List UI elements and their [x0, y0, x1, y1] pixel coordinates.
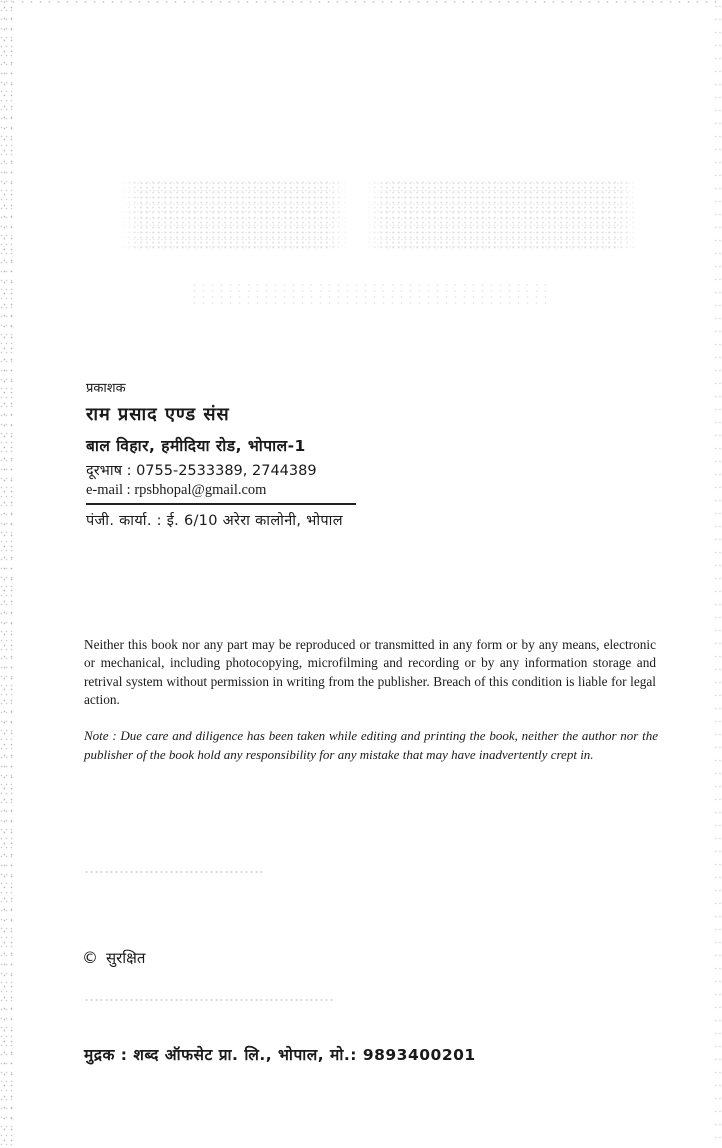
- email-line: e-mail : rpsbhopal@gmail.com: [86, 482, 267, 498]
- registered-office: पंजी. कार्या. : ई. 6/10 अरेरा कालोनी, भोपाल: [86, 513, 343, 529]
- publisher-name: राम प्रसाद एण्ड संस: [86, 404, 230, 425]
- scan-edge-top: [0, 0, 722, 5]
- bleed-through-title: [120, 180, 640, 250]
- phone-line: दूरभाष : 0755-2533389, 2744389: [86, 463, 317, 479]
- faint-scan-mark: [84, 870, 264, 874]
- copyright-text: सुरक्षित: [106, 949, 146, 967]
- publisher-address: बाल विहार, हमीदिया रोड, भोपाल-1: [86, 437, 306, 455]
- scan-edge-right: [714, 0, 722, 1148]
- copyright-line: [82, 948, 145, 968]
- disclaimer-note: Note : Due care and diligence has been taken while editing and printing the book, neither the author nor the publisher of the book hold any responsibility for any mistake that may have inadvertently crept in.: [84, 728, 658, 762]
- publisher-label: प्रकाशक: [86, 381, 126, 396]
- bleed-through-subtitle: [190, 282, 550, 304]
- scan-edge-left: [0, 0, 14, 1148]
- copyright-symbol: ©: [82, 948, 98, 967]
- faint-scan-mark: [84, 998, 334, 1002]
- divider-rule: [86, 503, 356, 505]
- printer-line: मुद्रक : शब्द ऑफसेट प्रा. लि., भोपाल, मो.: 9893400201: [84, 1046, 476, 1064]
- rights-notice: Neither this book nor any part may be reproduced or transmitted in any form or by any means, electronic or mechanical, including photocopying, microfilming and recording or by any information storage and retrival system without permission in writing from the publisher. Breach of this condition is liable for legal action.: [84, 637, 656, 707]
